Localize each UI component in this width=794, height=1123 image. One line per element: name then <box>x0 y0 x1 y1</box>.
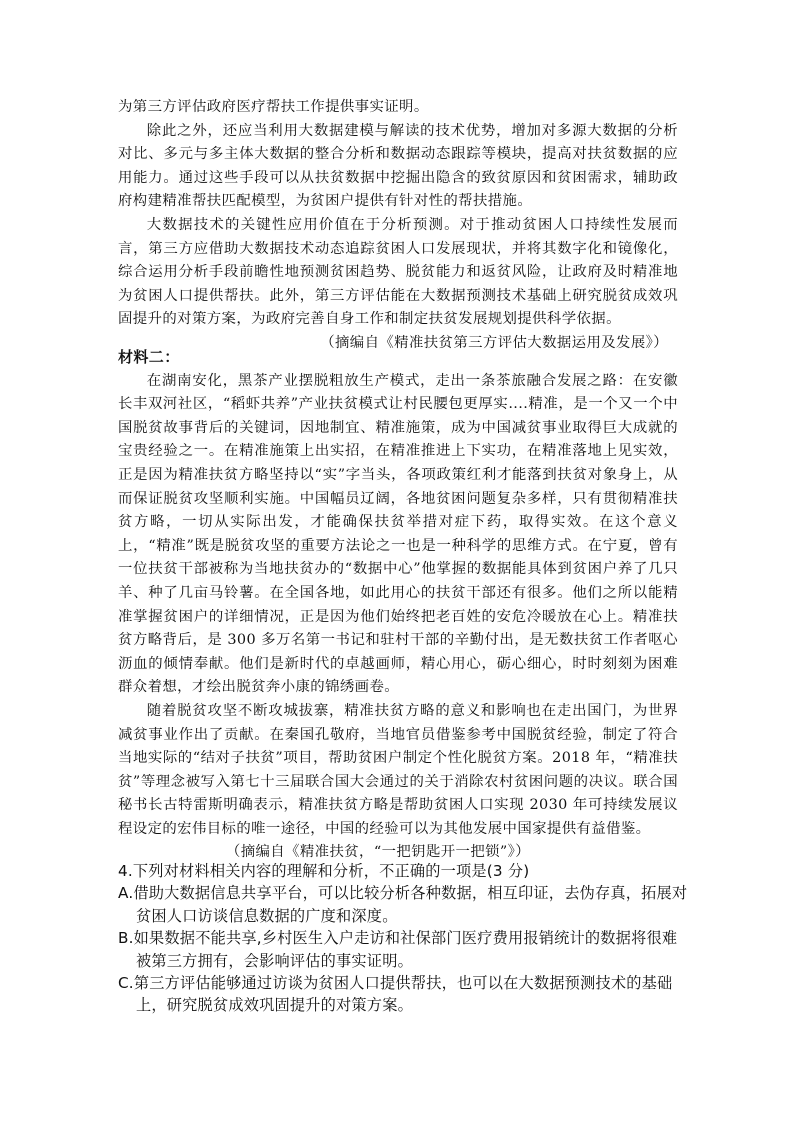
option-b[interactable]: B.如果数据不能共享,乡村医生入户走访和社保部门医疗费用报销统计的数据将很难被第三方拥有，会影响评估的事实证明。 <box>118 929 678 970</box>
paragraph-continuation: 为第三方评估政府医疗帮扶工作提供事实证明。 <box>118 99 429 115</box>
material-two <box>118 346 678 865</box>
source-citation-one: （摘编自《精准扶贫第三方评估大数据运用及发展》） <box>320 334 668 351</box>
paragraph-precision-poverty: 在湖南安化，黑茶产业摆脱粗放生产模式，走出一条茶旅融合发展之路：在安徽长丰双河社区，“稻虾共养”产业扶贫模式让村民腰包更厚实....精准，是一个又一个中国脱贫故事背后的关键词，因地制宜、精准施策，成为中国减贫事业取得巨大成就的宝贵经验之一。在精准施策上出实招，在精准推进上下实功，在精准落地上见实效，正是因为精准扶贫方略坚持以“实”字当头，各项政策红利才能落到扶贫对象身上，从而保证脱贫攻坚顺利实施。中国幅员辽阔，各地贫困问题复杂多样，只有贯彻精准扶贫方略，一切从实际出发，才能确保扶贫举措对症下药，取得实效。在这个意义上，“精准”既是脱贫攻坚的重要方法论之一也是一种科学的思维方式。在宁夏，曾有一位扶贫干部被称为当地扶贫办的“数据中心”他掌握的数据能具体到贫困户养了几只羊、种了几亩马铃薯。在全国各地，如此用心的扶贫干部还有很多。他们之所以能精准掌握贫困户的详细情况，正是因为他们始终把老百姓的安危冷暖放在心上。精准扶贫方略背后，是 300 多万名第一书记和驻村干部的辛勤付出，是无数扶贫工作者呕心沥血的倾情奉献。他们是新时代的卓越画师，精心用心，砺心细心，时时刻刻为困难群众着想，才绘出脱贫奔小康的锦绣画卷。 <box>118 372 678 696</box>
question-stem: 4.下列对材料相关内容的理解和分析，不正确的一项是(3 分) <box>118 862 530 880</box>
material-one <box>118 96 678 356</box>
paragraph-big-data-modeling: 除此之外，还应当利用大数据建模与解读的技术优势，增加对多源大数据的分析对比、多元与多主体大数据的整合分析和数据动态跟踪等模块，提高对扶贫数据的应用能力。通过这些手段可以从扶贫数据中挖掘出隐含的致贫原因和贫困需求，辅助政府构建精准帮扶匹配模型，为贫困户提供有针对性的帮扶措施。 <box>118 122 678 210</box>
material-two-heading: 材料二： <box>118 348 180 366</box>
option-c[interactable]: C.第三方评估能够通过访谈为贫困人口提供帮扶，也可以在大数据预测技术的基础上，研究脱贫成效巩固提升的对策方案。 <box>118 974 673 1015</box>
option-a[interactable]: A.借助大数据信息共享平台，可以比较分析各种数据，相互印证，去伪存真，拓展对贫困人口访谈信息数据的广度和深度。 <box>118 884 688 925</box>
paragraph-prediction: 大数据技术的关键性应用价值在于分析预测。对于推动贫困人口持续性发展而言，第三方应借助大数据技术动态追踪贫困人口发展现状，并将其数字化和镜像化，综合运用分析手段前瞻性地预测贫困趋势、脱贫能力和返贫风险，让政府及时精准地为贫困人口提供帮扶。此外，第三方评估能在大数据预测技术基础上研究脱贫成效巩固提升的对策方案，为政府完善自身工作和制定扶贫发展规划提供科学依据。 <box>118 216 678 328</box>
paragraph-international-impact: 随着脱贫攻坚不断攻城拔寨，精准扶贫方略的意义和影响也在走出国门，为世界减贫事业作出了贡献。在秦国孔敬府，当地官员借鉴参考中国脱贫经验，制定了符合当地实际的“结对子扶贫”项目，帮助贫困户制定个性化脱贫方案。2018 年，“精准扶贫”等理念被写入第七十三届联合国大会通过的关于消除农村贫困问题的决议。联合国秘书长古特雷斯明确表示，精准扶贫方略是帮助贫困人口实现 2030 年可持续发展议程设定的宏伟目标的唯一途径，中国的经验可以为其他发展中国家提供有益借鉴。 <box>118 702 678 837</box>
source-citation-two: （摘编自《精准扶贫，“一把钥匙开一把锁”》） <box>225 844 531 861</box>
question-4 <box>118 860 690 1017</box>
